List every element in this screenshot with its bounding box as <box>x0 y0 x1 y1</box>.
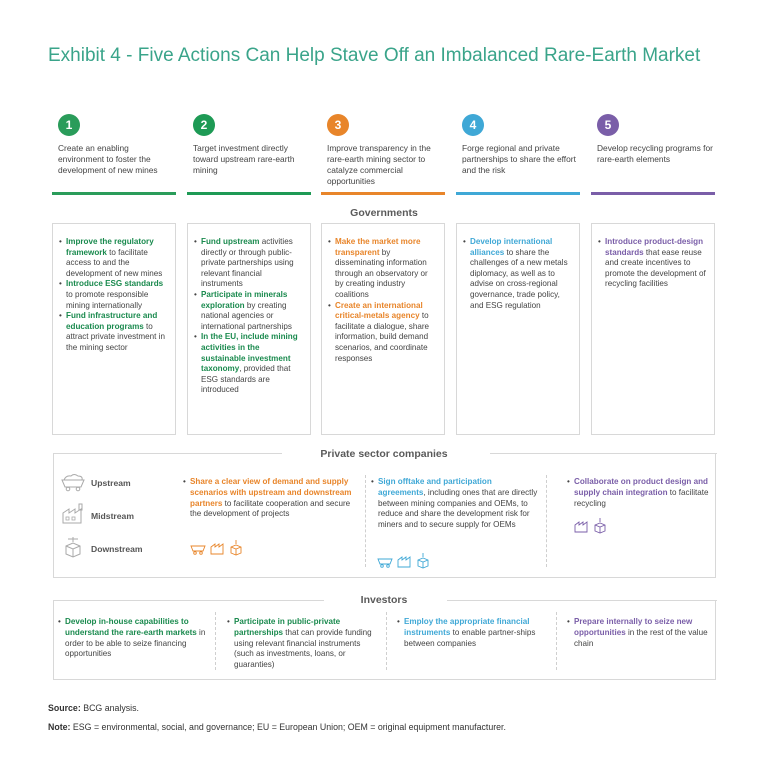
mine-cart-icon <box>60 472 86 492</box>
governments-col-4 <box>456 223 580 435</box>
exhibit-title: Exhibit 4 - Five Actions Can Help Stave Off an Imbalanced Rare-Earth Market <box>48 45 701 66</box>
action-text: Target investment directly toward upstream rare-earth mining <box>193 143 295 175</box>
private-sector-label: Private sector companies <box>320 448 448 460</box>
action-number-badge: 5 <box>597 114 619 136</box>
action-number-badge: 3 <box>327 114 349 136</box>
column-divider <box>556 612 557 670</box>
action-color-bar <box>52 192 176 195</box>
factory-icon <box>60 503 86 525</box>
list-item: • Develop international alliances to share the challenges of a new metals diplomacy, as well as to advise on cross-regional governance, trade policy, and ESG regulation <box>463 237 573 311</box>
list-item: • Sign offtake and participation agreements, including ones that are directly between mining companies and OEMs, to reduce and share the development risk for miners and to secure supply for OEMs <box>371 477 541 531</box>
column-divider <box>365 475 366 567</box>
list-item: • Employ the appropriate financial instruments to enable partner-ships between companies <box>397 617 547 649</box>
investors-label: Investors <box>360 594 408 606</box>
list-item: • Participate in public-private partnerships that can provide funding using relevant financial instruments (such as investments, loans, or guaranties) <box>227 617 377 671</box>
column-divider <box>215 612 216 670</box>
package-icon <box>60 536 86 558</box>
governments-col-1 <box>52 223 176 435</box>
investors-col-3 <box>397 617 547 649</box>
list-item: • Participate in minerals exploration by creating national agencies or international partnerships <box>194 290 304 332</box>
stage-midstream-label: Midstream <box>91 511 134 521</box>
investors-col-1 <box>58 617 208 660</box>
value-chain-icons <box>376 551 436 569</box>
column-divider <box>386 612 387 670</box>
investors-col-2 <box>227 617 377 671</box>
source-note: Source: BCG analysis. <box>48 703 139 713</box>
column-divider <box>546 475 547 567</box>
stage-downstream-label: Downstream <box>91 544 143 554</box>
governments-col-5 <box>591 223 715 435</box>
list-item: • Share a clear view of demand and supply scenarios with upstream and downstream partners to facilitate cooperation and secure the development of projects <box>183 477 353 520</box>
action-number-badge: 4 <box>462 114 484 136</box>
action-number-badge: 1 <box>58 114 80 136</box>
investors-col-4 <box>567 617 712 649</box>
abbreviation-note: Note: ESG = environmental, social, and governance; EU = European Union; OEM = original equipment manufacturer. <box>48 722 506 732</box>
list-item: • Collaborate on product design and supply chain integration to facilitate recycling <box>567 477 712 509</box>
action-text: Develop recycling programs for rare-earth elements <box>597 143 713 164</box>
action-text: Improve transparency in the rare-earth mining sector to catalyze commercial opportunities <box>327 143 431 186</box>
governments-col-3 <box>321 223 445 435</box>
list-item: • Make the market more transparent by disseminating information through an observatory or by creating industry coalitions <box>328 237 438 301</box>
stage-upstream-label: Upstream <box>91 478 131 488</box>
list-item: • In the EU, include mining activities in the sustainable investment taxonomy, provided that ESG standards are introduced <box>194 332 304 396</box>
list-item: • Prepare internally to seize new opportunities in the rest of the value chain <box>567 617 712 649</box>
action-color-bar <box>456 192 580 195</box>
value-chain-icons <box>189 538 249 556</box>
governments-label: Governments <box>350 207 418 219</box>
list-item: • Improve the regulatory framework to facilitate access to and the development of new mines <box>59 237 169 279</box>
list-item: • Fund infrastructure and education programs to attract private investment in the mining sector <box>59 311 169 353</box>
action-text: Create an enabling environment to foster the development of new mines <box>58 143 158 175</box>
action-text: Forge regional and private partnerships to share the effort and the risk <box>462 143 576 175</box>
action-color-bar <box>187 192 311 195</box>
list-item: • Develop in-house capabilities to understand the rare-earth markets in order to be able to seize financing opportunities <box>58 617 208 660</box>
action-color-bar <box>591 192 715 195</box>
list-item: • Introduce product-design standards that ease reuse and create incentives to promote the development of recycling facilities <box>598 237 708 290</box>
value-chain-icons <box>573 516 613 534</box>
private-col-1 <box>183 477 353 520</box>
action-color-bar <box>321 192 445 195</box>
action-number-badge: 2 <box>193 114 215 136</box>
list-item: • Create an international critical-metals agency to facilitate a dialogue, share information, build demand scenarios, and coordinate responses <box>328 301 438 365</box>
private-col-3 <box>567 477 712 509</box>
list-item: • Fund upstream activities directly or through public-private partnerships using relevant financial instruments <box>194 237 304 290</box>
governments-col-2 <box>187 223 311 435</box>
list-item: • Introduce ESG standards to promote responsible mining internationally <box>59 279 169 311</box>
private-col-2 <box>371 477 541 531</box>
